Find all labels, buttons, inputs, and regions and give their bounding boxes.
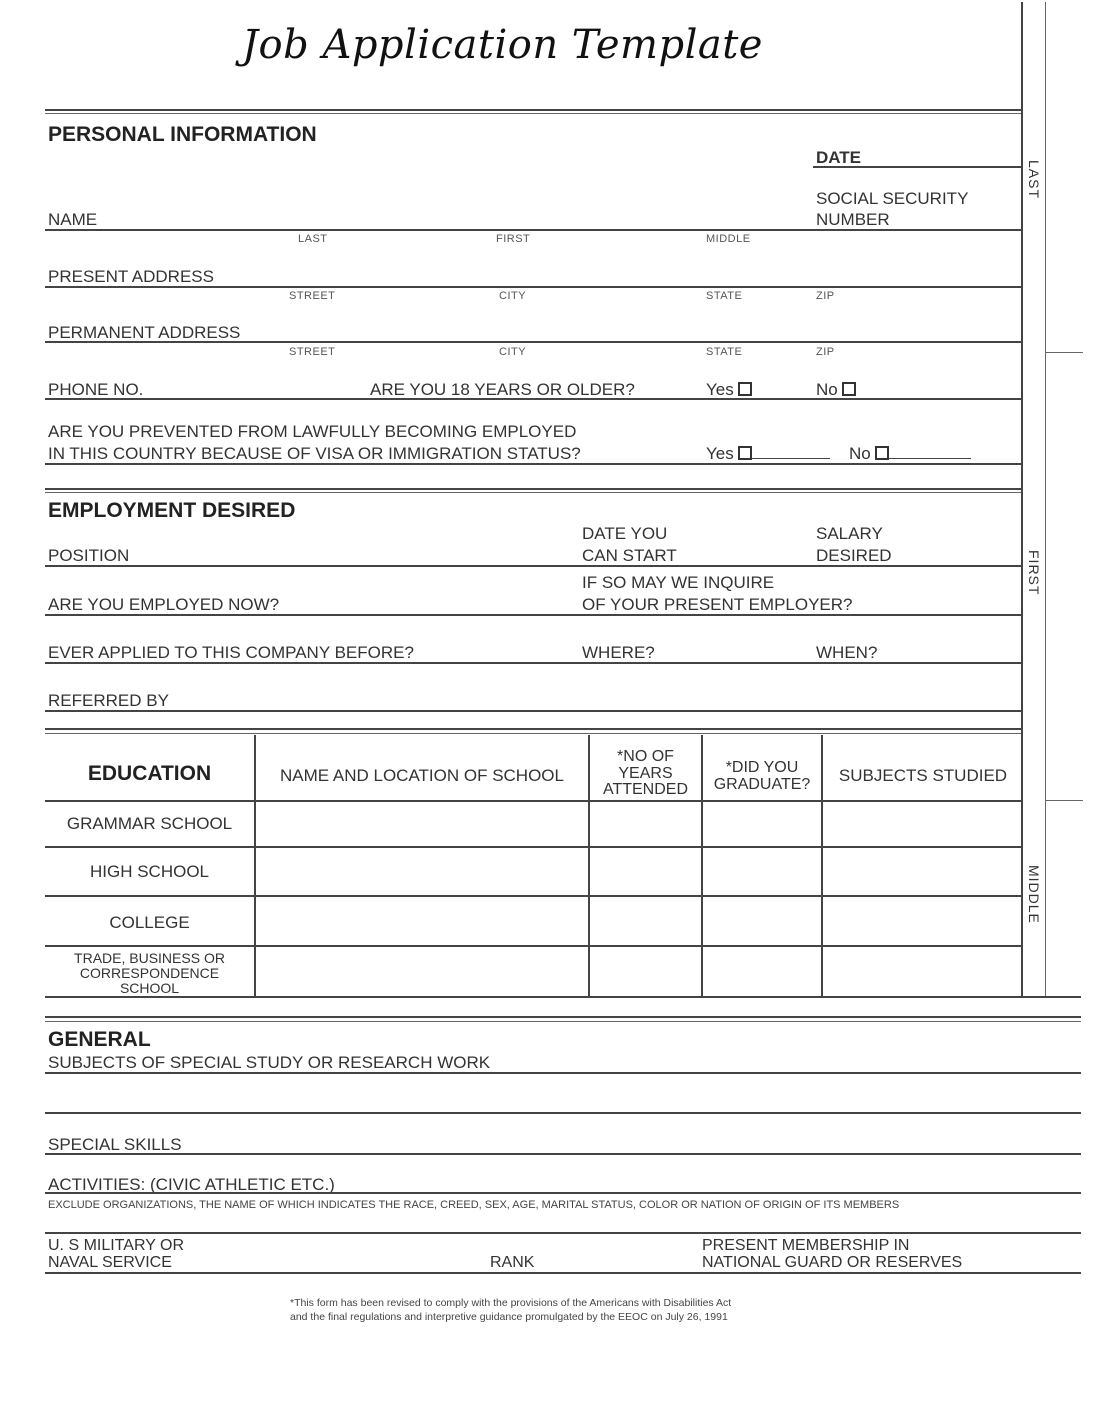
phone-field[interactable]: [45, 398, 1021, 400]
edu-row-rule: [45, 945, 1021, 947]
edu-trade-line-3: SCHOOL: [119, 980, 180, 996]
referred-by-field[interactable]: [45, 710, 1021, 712]
activities-field[interactable]: [45, 1192, 1081, 1194]
name-sub-middle: MIDDLE: [706, 233, 751, 245]
employed-now-label: ARE YOU EMPLOYED NOW?: [48, 595, 280, 614]
special-skills-label: SPECIAL SKILLS: [48, 1135, 182, 1154]
visa-question-1: ARE YOU PREVENTED FROM LAWFULLY BECOMING EMPLOYED: [48, 422, 577, 441]
edu-row-high-school: HIGH SCHOOL: [89, 862, 210, 881]
side-strip-line: [1045, 2, 1046, 998]
col-years-line-3: ATTENDED: [602, 781, 689, 798]
section-rule: [45, 109, 1021, 111]
side-label-last: LAST: [1026, 160, 1042, 200]
rank-label: RANK: [490, 1254, 535, 1271]
present-sub-state: STATE: [706, 290, 743, 302]
visa-question-2: IN THIS COUNTRY BECAUSE OF VISA OR IMMIGRATION STATUS?: [48, 444, 581, 463]
section-rule: [45, 1021, 1081, 1022]
right-border-line: [1021, 2, 1023, 998]
edu-row-rule: [45, 895, 1021, 897]
ssn-label-1: SOCIAL SECURITY: [816, 189, 969, 208]
date-start-label-1: DATE YOU: [582, 524, 668, 543]
date-label: DATE: [816, 148, 862, 167]
col-years-line-1: *NO OF: [617, 748, 674, 765]
side-label-first: FIRST: [1026, 550, 1042, 596]
age-yes-checkbox[interactable]: [738, 382, 752, 396]
side-label-middle: MIDDLE: [1026, 865, 1042, 924]
edu-row-grammar: GRAMMAR SCHOOL: [66, 814, 233, 833]
general-heading: GENERAL: [48, 1028, 151, 1051]
footer-note-1: *This form has been revised to comply with the provisions of the Americans with Disabilities Act: [290, 1297, 732, 1309]
position-field[interactable]: [45, 565, 1021, 567]
side-strip-divider: [1045, 800, 1083, 801]
visa-no-option[interactable]: [849, 444, 971, 464]
permanent-sub-city: CITY: [499, 346, 527, 358]
edu-row-college: COLLEGE: [109, 913, 190, 932]
edu-row-rule: [45, 846, 1021, 848]
edu-row-trade: [45, 951, 254, 996]
inquire-label-2: OF YOUR PRESENT EMPLOYER?: [582, 595, 853, 614]
section-rule: [45, 1016, 1081, 1018]
section-rule: [45, 733, 1021, 734]
present-sub-city: CITY: [499, 290, 527, 302]
special-study-label: SUBJECTS OF SPECIAL STUDY OR RESEARCH WORK: [48, 1053, 491, 1072]
permanent-sub-state: STATE: [706, 346, 743, 358]
date-field[interactable]: [813, 166, 1021, 168]
visa-row-rule: [45, 463, 1021, 465]
military-label-1: U. S MILITARY OR: [48, 1237, 185, 1254]
edu-bottom-rule: [45, 996, 1081, 998]
col-school-header: NAME AND LOCATION OF SCHOOL: [279, 766, 564, 785]
section-rule: [45, 728, 1021, 730]
military-field[interactable]: [45, 1272, 1081, 1274]
name-field[interactable]: [45, 229, 1021, 231]
col-grad-line-2: GRADUATE?: [713, 776, 811, 793]
visa-no-checkbox[interactable]: [875, 446, 889, 460]
col-years-line-2: YEARS: [618, 764, 673, 782]
age-yes-option[interactable]: [706, 380, 752, 400]
date-start-label-2: CAN START: [582, 546, 677, 565]
ssn-label-2: NUMBER: [816, 210, 890, 229]
visa-yes-checkbox[interactable]: [738, 446, 752, 460]
permanent-address-label: PERMANENT ADDRESS: [48, 323, 241, 342]
col-graduate-header: [703, 759, 821, 793]
permanent-sub-zip: ZIP: [816, 346, 835, 358]
employment-heading: EMPLOYMENT DESIRED: [48, 499, 296, 522]
footer-note-2: and the final regulations and interpretive guidance promulgated by the EEOC on July 26, 1991: [290, 1311, 728, 1323]
inquire-label-1: IF SO MAY WE INQUIRE: [582, 573, 775, 592]
when-label: WHEN?: [816, 643, 878, 662]
age-yes-label: Yes: [706, 380, 734, 399]
name-label: NAME: [48, 210, 98, 229]
edu-row-rule: [45, 800, 1021, 802]
section-rule: [45, 113, 1021, 114]
applied-before-field[interactable]: [45, 662, 1021, 664]
applied-before-label: EVER APPLIED TO THIS COMPANY BEFORE?: [48, 643, 414, 662]
permanent-address-field[interactable]: [45, 341, 1021, 343]
reserves-label-2: NATIONAL GUARD OR RESERVES: [702, 1254, 963, 1271]
visa-no-line: [889, 458, 971, 459]
salary-label-1: SALARY: [816, 524, 883, 543]
name-sub-last: LAST: [298, 233, 328, 245]
age-no-label: No: [816, 380, 838, 399]
visa-yes-option[interactable]: [706, 444, 830, 464]
position-label: POSITION: [48, 546, 130, 565]
name-sub-first: FIRST: [496, 233, 531, 245]
visa-yes-line: [752, 458, 830, 459]
section-rule: [45, 492, 1021, 493]
present-address-field[interactable]: [45, 286, 1021, 288]
reserves-label-1: PRESENT MEMBERSHIP IN: [702, 1237, 910, 1254]
personal-heading: PERSONAL INFORMATION: [48, 123, 317, 146]
exclude-note: EXCLUDE ORGANIZATIONS, THE NAME OF WHICH INDICATES THE RACE, CREED, SEX, AGE, MARITAL STATUS, COLOR OR NATION OF ORIGIN OF ITS MEMBERS: [48, 1199, 900, 1211]
age-no-option[interactable]: [816, 380, 856, 400]
section-rule: [45, 488, 1021, 490]
visa-yes-label: Yes: [706, 444, 734, 463]
edu-trade-line-1: TRADE, BUSINESS OR: [74, 950, 225, 966]
where-label: WHERE?: [582, 643, 655, 662]
salary-label-2: DESIRED: [816, 546, 892, 565]
special-study-field[interactable]: [45, 1072, 1081, 1074]
col-grad-line-1: *DID YOU: [725, 759, 799, 776]
form-title: Job Application Template: [242, 22, 763, 68]
military-label-2: NAVAL SERVICE: [48, 1254, 172, 1271]
present-sub-street: STREET: [289, 290, 336, 302]
age-question: ARE YOU 18 YEARS OR OLDER?: [370, 380, 635, 399]
referred-by-label: REFERRED BY: [48, 691, 169, 710]
phone-label: PHONE NO.: [48, 380, 144, 399]
special-study-field-2[interactable]: [45, 1112, 1081, 1114]
activities-label: ACTIVITIES: (CIVIC ATHLETIC ETC.): [48, 1175, 335, 1194]
activities-field-2[interactable]: [45, 1232, 1081, 1234]
col-years-header: [590, 749, 701, 799]
col-subjects-header: SUBJECTS STUDIED: [838, 766, 1008, 785]
visa-no-label: No: [849, 444, 871, 463]
age-no-checkbox[interactable]: [842, 382, 856, 396]
edu-trade-line-2: CORRESPONDENCE: [79, 965, 220, 981]
education-heading: EDUCATION: [87, 762, 212, 785]
employed-now-field[interactable]: [45, 614, 1021, 616]
permanent-sub-street: STREET: [289, 346, 336, 358]
present-address-label: PRESENT ADDRESS: [48, 267, 214, 286]
special-skills-field[interactable]: [45, 1153, 1081, 1155]
side-strip-divider: [1045, 352, 1083, 353]
present-sub-zip: ZIP: [816, 290, 835, 302]
